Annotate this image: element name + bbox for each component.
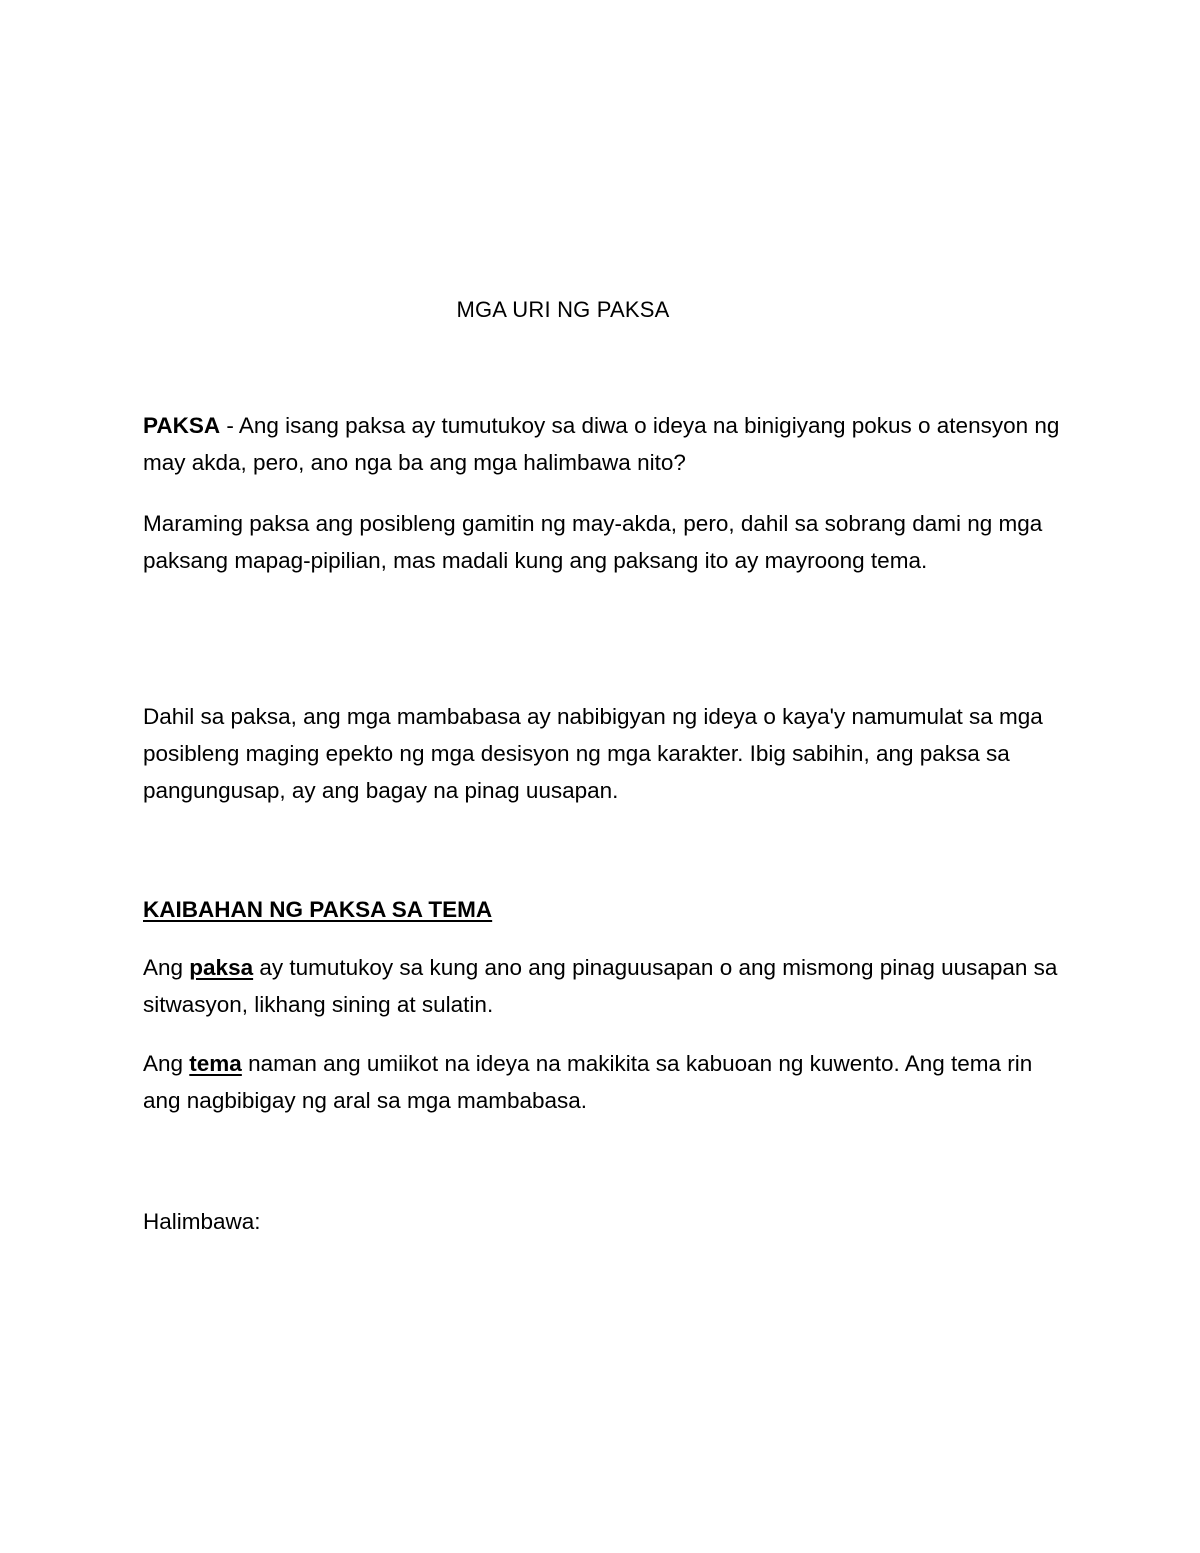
term-paksa-underlined: paksa bbox=[189, 955, 254, 980]
paragraph-text: - Ang isang paksa ay tumutukoy sa diwa o ideya na binigiyang pokus o atensyon ng may akda, pero, ano nga ba ang mga halimbawa nito? bbox=[143, 413, 1060, 475]
paragraph-text: naman ang umiikot na ideya na makikita sa kabuoan ng kuwento. Ang tema rin ang nagbibigay ng aral sa mga mambabasa. bbox=[143, 1051, 1033, 1113]
paragraph-paksa-definition bbox=[143, 407, 1063, 481]
paragraph-prefix: Ang bbox=[143, 1051, 190, 1076]
paragraph-text: ay tumutukoy sa kung ano ang pinaguusapan o ang mismong pinag uusapan sa sitwasyon, likhang sining at sulatin. bbox=[143, 955, 1058, 1017]
term-paksa: PAKSA bbox=[143, 413, 221, 438]
term-tema-underlined: tema bbox=[189, 1051, 242, 1076]
paragraph-dahil-sa-paksa: Dahil sa paksa, ang mga mambabasa ay nabibigyan ng ideya o kaya'y namumulat sa mga posibleng maging epekto ng mga desisyon ng mga karakter. Ibig sabihin, ang paksa sa pangungusap, ay ang bagay na pinag uusapan. bbox=[143, 704, 1043, 803]
paragraph-paksa-meaning bbox=[143, 949, 1063, 1023]
document-title: MGA URI NG PAKSA bbox=[456, 297, 670, 322]
paragraph-tema-meaning bbox=[143, 1045, 1063, 1119]
paragraph-prefix: Ang bbox=[143, 955, 190, 980]
paragraph-halimbawa: Halimbawa: bbox=[143, 1209, 261, 1234]
paragraph-maraming-paksa: Maraming paksa ang posibleng gamitin ng may-akda, pero, dahil sa sobrang dami ng mga paksang mapag-pipilian, mas madali kung ang paksang ito ay mayroong tema. bbox=[143, 511, 1043, 573]
section-heading: KAIBAHAN NG PAKSA SA TEMA bbox=[143, 897, 493, 922]
